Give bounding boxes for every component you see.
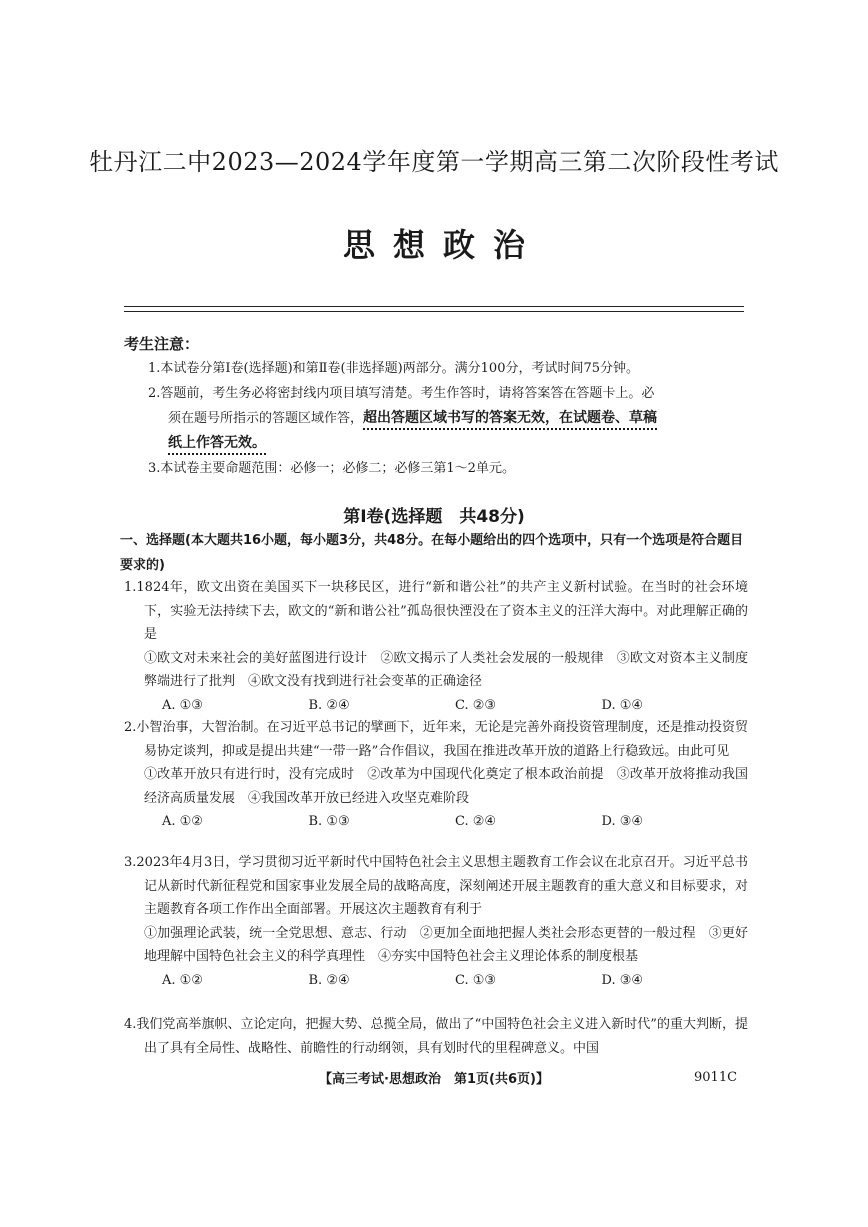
choice-a[interactable]: A. ①②	[162, 972, 203, 988]
part-1-title: 第Ⅰ卷(选择题 共48分)	[343, 507, 525, 527]
choice-a[interactable]: A. ①③	[162, 697, 203, 713]
question-options: ①加强理论武装，统一全党思想、意志、行动 ②更加全面地把握人类社会形态更替的一般过程 ③更好地理解中国特色社会主义的科学真理性 ④夯实中国特色社会主义理论体系的制度根基	[144, 925, 748, 964]
choice-d[interactable]: D. ③④	[601, 972, 644, 988]
notice-item-1: 1.本试卷分第Ⅰ卷(选择题)和第Ⅱ卷(非选择题)两部分。满分100分，考试时间75分钟。	[148, 361, 640, 376]
choice-b[interactable]: B. ②④	[308, 697, 350, 713]
choice-c[interactable]: C. ①③	[455, 972, 497, 988]
question-2	[124, 716, 748, 834]
choice-a[interactable]: A. ①②	[162, 814, 203, 829]
question-stem: 2.小智治事，大智治制。在习近平总书记的擘画下，近年来，无论是完善外商投资管理制度，还是推动投资贸易协定谈判，抑或是提出共建“一带一路”合作倡议，我国在推进改革开放的道路上行稳致远。由此可见	[124, 720, 748, 759]
section-heading: 一、选择题(本大题共16小题，每小题3分，共48分。在每小题给出的四个选项中，只有一个选项是符合题目要求的)	[120, 533, 744, 573]
notice-item-2-line-1: 2.答题前，考生务必将密封线内项目填写清楚。考生作答时，请将答案答在答题卡上。必	[148, 386, 655, 401]
notice-item-2-plain: 须在题号所指示的答题区域作答，	[168, 411, 364, 426]
paper-code: 9011C	[694, 1070, 738, 1085]
header-rule-bottom	[124, 311, 744, 312]
question-options: ①改革开放只有进行时，没有完成时 ②改革为中国现代化奠定了根本政治前提 ③改革开放将推动我国经济高质量发展 ④我国改革开放已经进入攻坚克难阶段	[144, 767, 748, 806]
notice-item-2-line-2	[148, 406, 748, 431]
choice-d[interactable]: D. ①④	[601, 697, 644, 713]
choice-d[interactable]: D. ③④	[601, 814, 644, 829]
question-stem: 3.2023年4月3日，学习贯彻习近平新时代中国特色社会主义思想主题教育工作会议在北京召开。习近平总书记从新时代新征程党和国家事业发展全局的战略高度，深刻阐述开展主题教育的重大意义和目标要求，对主题教育各项工作作出全面部署。开展这次主题教育有利于	[124, 855, 748, 917]
page-footer: 【高三考试·思想政治 第1页(共6页)】	[319, 1072, 549, 1087]
header-rule-top	[124, 306, 744, 307]
question-4	[124, 1013, 748, 1060]
choice-c[interactable]: C. ②③	[455, 697, 497, 713]
choice-c[interactable]: C. ②④	[455, 814, 497, 829]
question-1	[124, 576, 748, 717]
answer-choices	[124, 810, 748, 834]
notice-list	[148, 356, 748, 481]
choice-b[interactable]: B. ②④	[308, 972, 350, 988]
question-3	[124, 851, 748, 992]
notice-item-3: 3.本试卷主要命题范围：必修一；必修二；必修三第1～2单元。	[148, 461, 515, 476]
answer-choices	[124, 969, 748, 993]
question-stem: 4.我们党高举旗帜、立论定向，把握大势、总揽全局，做出了“中国特色社会主义进入新时代”的重大判断，提出了具有全局性、战略性、前瞻性的行动纲领，具有划时代的里程碑意义。中国	[124, 1017, 748, 1056]
question-options: ①欧文对未来社会的美好蓝图进行设计 ②欧文揭示了人类社会发展的一般规律 ③欧文对资本主义制度弊端进行了批判 ④欧文没有找到进行社会变革的正确途径	[144, 650, 748, 689]
choice-b[interactable]: B. ①③	[308, 814, 350, 829]
question-stem: 1.1824年，欧文出资在美国买下一块移民区，进行“新和谐公社”的共产主义新村试验。在当时的社会环境下，实验无法持续下去，欧文的“新和谐公社”孤岛很快湮没在了资本主义的汪洋大海中。对此理解正确的是	[124, 580, 748, 642]
answer-choices	[124, 694, 748, 718]
subject-title: 思想政治	[342, 226, 543, 264]
exam-title: 牡丹江二中2023—2024学年度第一学期高三第二次阶段性考试	[89, 148, 779, 176]
notice-item-2-emphasis-end: 纸上作答无效。	[168, 435, 266, 451]
notice-heading: 考生注意：	[124, 335, 200, 353]
notice-item-2-line-3	[148, 431, 748, 456]
notice-item-2-emphasis: 超出答题区域书写的答案无效，在试题卷、草稿	[363, 410, 658, 426]
